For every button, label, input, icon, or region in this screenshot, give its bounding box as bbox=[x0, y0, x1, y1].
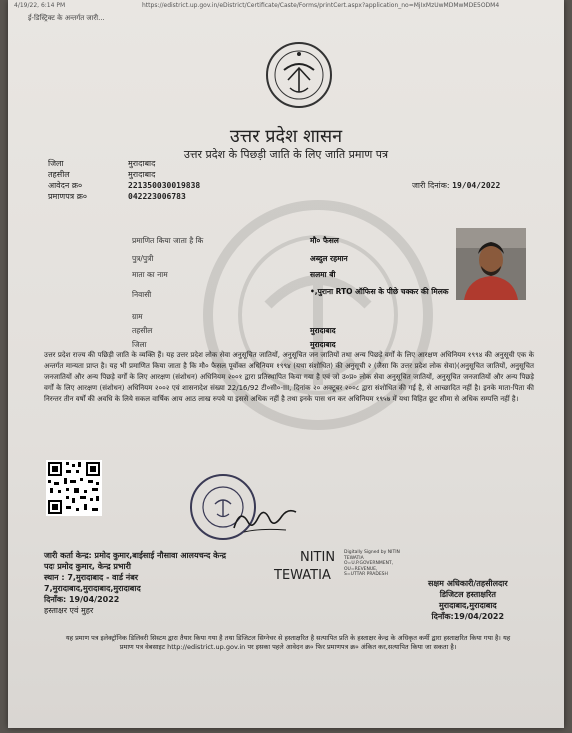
issuer-place: स्थान : 7,मुरादाबाद - वार्ड नंबर bbox=[44, 573, 139, 582]
digital-signature-name-1: NITIN bbox=[300, 550, 336, 565]
detail-value-mother: सलमा बी bbox=[310, 270, 336, 279]
detail-label-resident: निवासी bbox=[132, 290, 152, 299]
certificate-page bbox=[8, 0, 564, 728]
applicant-photo bbox=[456, 228, 526, 300]
issuer-block bbox=[44, 550, 226, 616]
detail-label-certified: प्रमाणित किया जाता है कि bbox=[132, 236, 204, 245]
footer-line-2: प्रमाण पत्र वेबसाइट http://edistrict.up.gov.in पर इसका पहले आवेदन क्र० फिर प्रमाणपत्र क्र० अंकित कर,सत्यापित किया जा सकता है। bbox=[119, 643, 457, 651]
digital-signature-details: Digitally Signed by NITIN TEWATIA O=U.P.GOVERNMENT, OU=REVENUE, S=UTTAR PRADESH bbox=[344, 550, 400, 577]
detail-value-address: •,पुराना RTO ऑफिस के पीछे चक्कर की मिलक bbox=[310, 287, 449, 296]
detail-label-district: जिला bbox=[132, 340, 147, 349]
meta-application-no: आवेदन क्र० 221350030019838 bbox=[48, 181, 201, 190]
handwritten-signature bbox=[230, 498, 300, 538]
qr-code bbox=[46, 460, 102, 516]
detail-label-village: ग्राम bbox=[132, 312, 143, 321]
certificate-body-paragraph: उत्तर प्रदेश राज्य की पछिड़ी जाति के व्यक्ति हैं। यह उत्तर प्रदेश लोक सेवा अनुसूचित जातियों, अनुसूचित जन जातियों तथा अन्य पिछड़े वर्गों के लिए आरक्षण अधिनियम १९९४ की अनुसूची एक के अन्तर्गत मान्यता प्राप्त है। यह भी प्रमाणित किया जाता है कि मौ० फैसल पूर्वोक्त अधिनियम १९९४ (यथा संशोधित) की अनुसूची २ (जैसा कि उत्तर प्रदेश लोक सेवा)(अनुसूचित जातियों, अनुसूचित जनजातियों और अन्य पिछड़े वर्गों के लिए आरक्षण (संशोधन) अधिनियम २००१ द्वारा प्रतिस्थापित किया गया है एवं जो उ०प्र० लोक सेवा अनुसूचित जातियों, अनुसूचित जनजातियों और अन्य पिछड़े वर्गों के लिए आरक्षण (संशोधन) अधिनियम २००२ एवं शासनादेश संख्या 22/16/92 टी०सी०-III, दिनांक २० अक्टूबर २००८ द्वारा संशोधित की गई है, से आच्छादित नहीं है। इनके माता-पिता की निरन्तर तीन वर्षों की अवधि के लिये सकल वार्षिक आय आठ लाख रुपये या इससे अधिक नहीं है तथा इनके पास धन कर अधिनियम १९५७ में यथा विहित छूट सीमा से अधिक सम्पत्ति नहीं है। bbox=[44, 351, 534, 403]
meta-district: जिला मुरादाबाद bbox=[48, 159, 156, 168]
certificate-subtitle: उत्तर प्रदेश के पिछड़ी जाति के लिए जाति प्रमाण पत्र bbox=[183, 148, 389, 161]
issuer-date: दिनाँक: 19/04/2022 bbox=[44, 595, 120, 604]
detail-value-district: मुरादाबाद bbox=[310, 340, 336, 349]
officer-date: दिनाँक:19/04/2022 bbox=[431, 612, 505, 621]
detail-label-tehsil: तहसील bbox=[132, 326, 153, 335]
print-url: https://edistrict.up.gov.in/eDistrict/Certificate/Caste/Forms/printCert.aspx?application_no=MjIxMzUwMDMwMDE5ODM4 bbox=[142, 2, 500, 9]
meta-issue-date: जारी दिनांक: 19/04/2022 bbox=[412, 181, 501, 190]
issuer-post: पदः प्रमोद कुमार, केन्द्र प्रभारी bbox=[44, 562, 131, 571]
detail-value-father: अब्दुल रहमान bbox=[310, 254, 348, 263]
detail-label-mother: माता का नाम bbox=[132, 270, 168, 279]
detail-value-tehsil: मुरादाबाद bbox=[310, 326, 336, 335]
issuer-place-2: 7,मुरादाबाद,मुरादाबाद,मुरादाबाद bbox=[44, 584, 141, 593]
print-timestamp: 4/19/22, 6:14 PM bbox=[14, 2, 66, 9]
certificate-title: उत्तर प्रदेश शासन bbox=[229, 126, 343, 147]
meta-tehsil: तहसील मुरादाबाद bbox=[48, 170, 156, 179]
digital-signature-name-2: TEWATIA bbox=[274, 568, 331, 583]
detail-value-name: मौ० फैसल bbox=[310, 236, 339, 245]
issuer-stamp-note: हस्ताक्षर एवं मुहर bbox=[44, 606, 94, 615]
officer-place: मुरादाबाद,मुरादाबाद bbox=[438, 601, 497, 610]
officer-title: सक्षम अधिकारी/तहसीलदार bbox=[428, 579, 508, 588]
officer-sub: डिजिटल हस्ताक्षरित bbox=[439, 590, 496, 599]
officer-block bbox=[428, 578, 508, 622]
browser-print-header bbox=[14, 2, 558, 12]
meta-certificate-no: प्रमाणपत्र क्र० 042223006783 bbox=[48, 192, 186, 201]
certificate-footer bbox=[38, 634, 538, 652]
detail-label-son-of: पुत्र/पुत्री bbox=[132, 254, 154, 263]
page-tab-title: ई-डिस्ट्रिक्ट के अन्तर्गत जारी... bbox=[28, 14, 105, 22]
up-state-emblem-icon bbox=[264, 40, 334, 110]
issuer-center: जारी कर्ता केन्द्र: प्रमोद कुमार,बाईसाई नौसावा आलयचन्द केन्द्र bbox=[44, 551, 227, 560]
footer-line-1: यह प्रमाण पत्र इलेक्ट्रॉनिक डिलिवरी सिस्टम द्वारा तैयार किया गया है तथा डिजिटल सिग्नेचर से हस्ताक्षरित है सत्यापित प्रति के हस्ताक्षर केन्द्र के अधिकृत कर्मी द्वारा हस्ताक्षरित किया गया है। यह bbox=[65, 634, 511, 642]
